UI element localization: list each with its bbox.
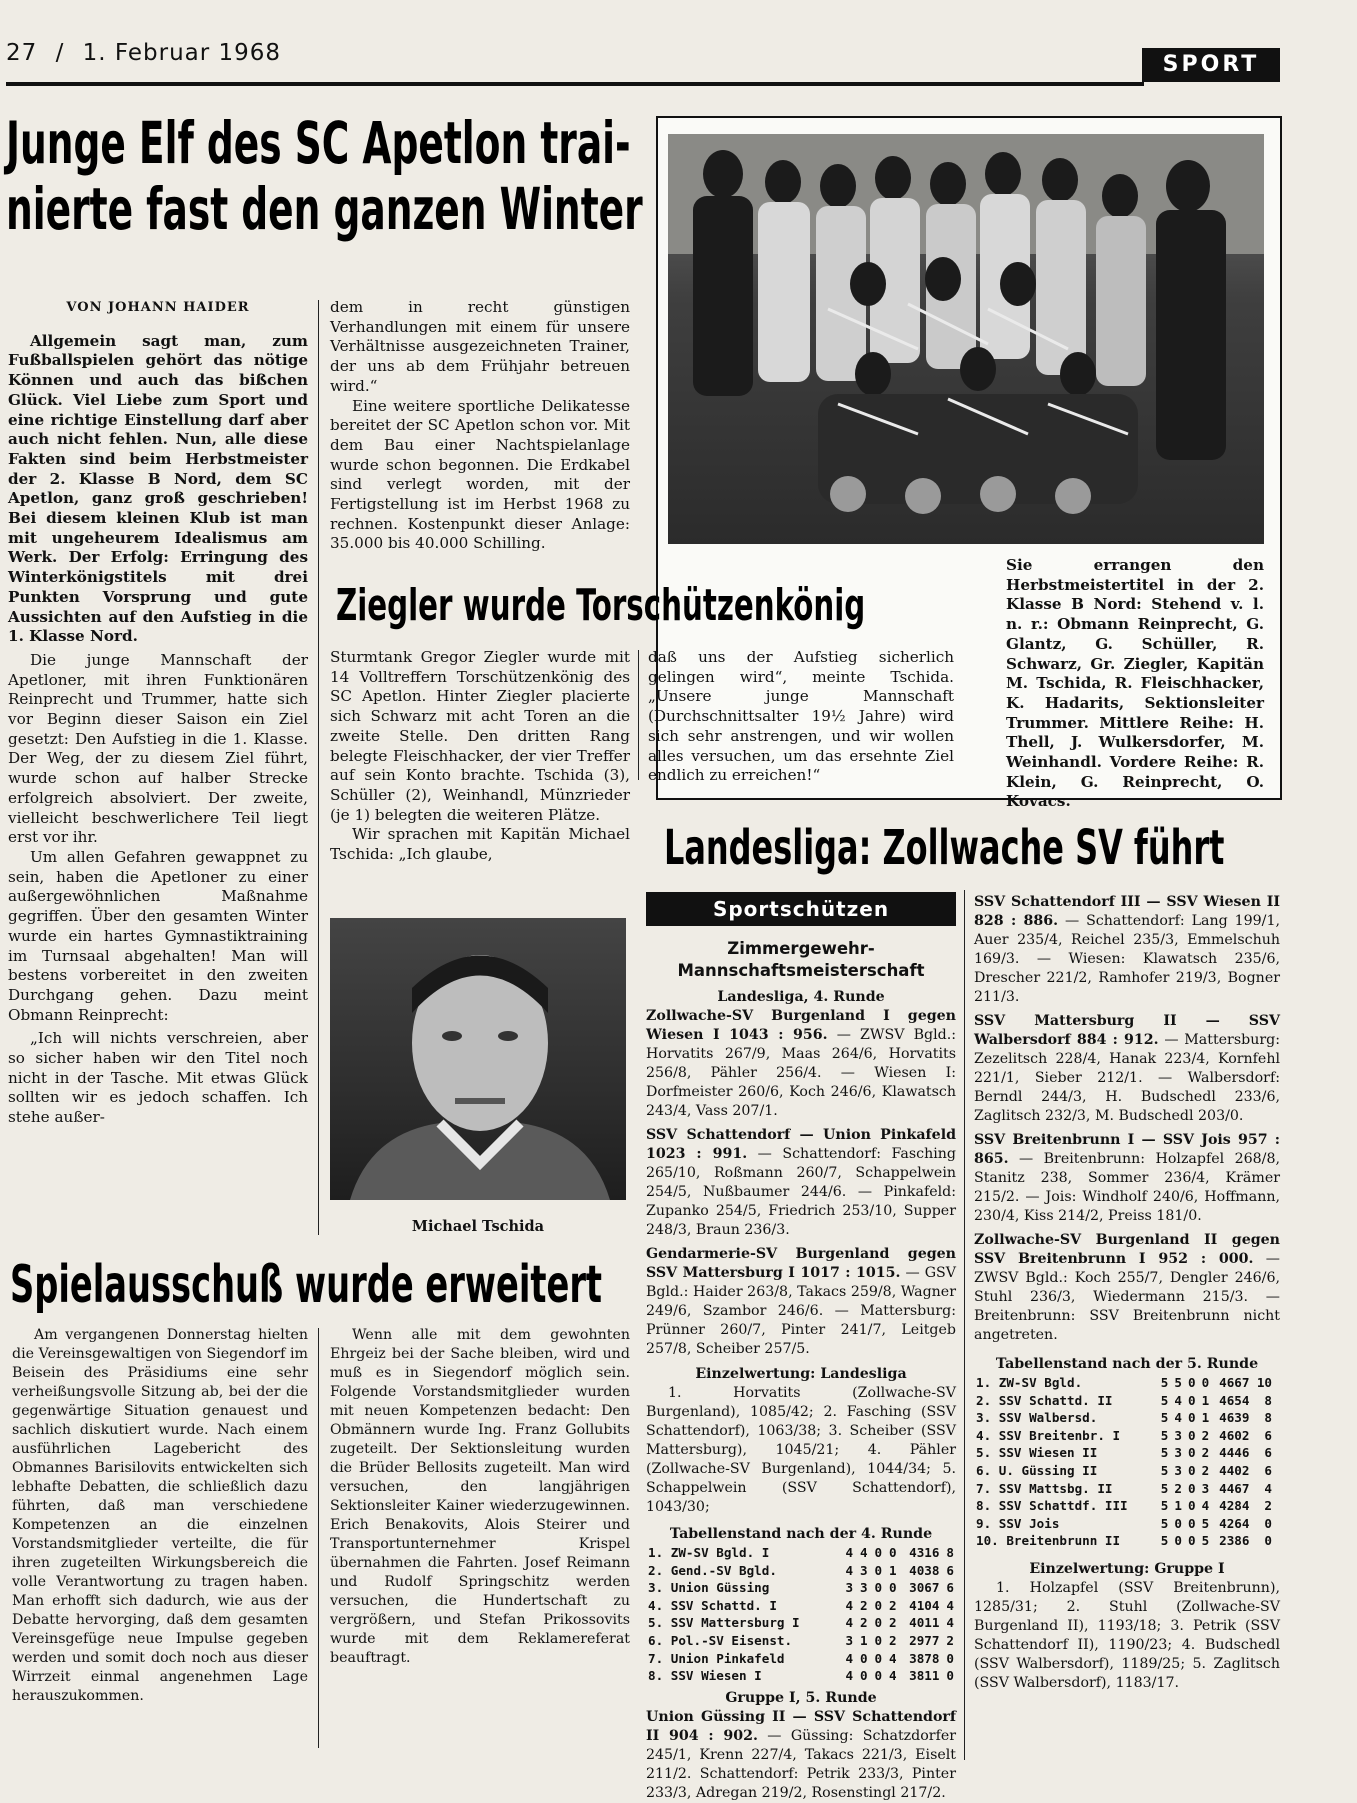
stat-cell: 4667 xyxy=(1219,1375,1250,1390)
stat-cell: 0 xyxy=(874,1580,883,1596)
table-row xyxy=(646,1562,956,1580)
stat-cell: 6 xyxy=(946,1580,954,1596)
stat-cell: 8 xyxy=(1264,1410,1272,1426)
page-number: 27 xyxy=(6,40,38,66)
stat-cell: 3 xyxy=(1201,1480,1210,1496)
table-row xyxy=(646,1597,956,1615)
stat-cell: 3 xyxy=(1174,1427,1182,1443)
stat-cell: 3 xyxy=(1174,1445,1182,1461)
stat-cell: 2 xyxy=(1201,1462,1210,1478)
stat-cell: 0 xyxy=(1264,1515,1272,1531)
stat-cell: 5 xyxy=(1160,1375,1169,1390)
stat-cell: 4 xyxy=(1201,1498,1210,1514)
stat-cell: 0 xyxy=(1187,1515,1196,1531)
table-row xyxy=(646,1632,956,1650)
standings-table-round5 xyxy=(974,1374,1274,1550)
stat-cell: 0 xyxy=(888,1545,897,1560)
header-rule xyxy=(6,82,1144,86)
stat-cell: 0 xyxy=(874,1650,883,1666)
team-cell: 1. ZW-SV Bgld. I xyxy=(648,1545,770,1560)
stat-cell: 3 xyxy=(845,1580,854,1596)
stat-cell: 5 xyxy=(1160,1498,1169,1514)
stat-cell: 0 xyxy=(874,1545,883,1560)
stat-cell: 6 xyxy=(1264,1445,1272,1461)
stat-cell: 6 xyxy=(946,1562,954,1578)
team-cell: 7. SSV Mattsbg. II xyxy=(976,1480,1113,1496)
stat-cell: 4402 xyxy=(1219,1462,1250,1478)
team-cell: 8. SSV Wiesen I xyxy=(648,1668,762,1684)
table-row xyxy=(646,1544,956,1562)
table-row xyxy=(646,1667,956,1685)
stat-cell: 3 xyxy=(859,1580,868,1596)
team-cell: 8. SSV Schattdf. III xyxy=(976,1498,1128,1514)
article4-column2: SSV Schattendorf III — SSV Wiesen II 828 : 886. — Schattendorf: Lang 199/1, Auer 235/4, Reichel 235/3, Emmelschuh 169/3. — Wiesen: Klawatsch 235/6, Drescher 221/2, Ramhofer 219/3, Bogner 211/3. SSV Mattersburg II — SSV Walbersdorf 884 : 912. — Mattersburg: Zezelitsch 228/4, Hanak 223/4, Kornfehl 221/1, Sieber 212/1. — Walbersdorf: Berndl 244/3, H. Budschedl 233/6, Zaglitsch 232/3, M. Budschedl 203/0. SSV Breitenbrunn I — SSV Jois 957 : 865. — Breitenbrunn: Holzapfel 268/8, Stanitz 238, Sommer 236/4, Krämer 215/2. — Jois: Windholf 240/6, Hoffmann, 230/4, Kiss 214/2, Preiss 181/0. Zollwache-SV Burgenland II gegen SSV Breitenbrunn I 952 : 000. — ZWSV Bgld.: Koch 255/7, Dengler 246/6, Stuhl 236/3, Wiedermann 215/3. — Breitenbrunn: SSV Breitenbrunn nicht angetreten. Tabellenstand nach der 5. Runde 1. ZW-SV Bgld. 5 5 0 0 4667 10 2. SSV Schattd. II 5 4 0 1 4654 8 3. SSV Walbersd. 5 4 0 1 4639 8 4. SSV Breitenbr. I 5 3 0 2 4602 6 5. SSV Wiesen II 5 3 0 2 4446 6 6. U. Güssing II 5 3 0 2 4402 6 7. SSV Mattsbg. II 5 2 0 3 4467 4 8. SSV Schattdf. III 5 1 0 4 4284 2 9. SSV Jois 5 0 0 5 4264 0 10. Breitenbrunn II 5 0 0 5 2386 0 Einzelwertung: Gruppe I 1. Holzapfel (SSV Breitenbrunn), 1285/31; 2. Stuhl (Zollwache-SV Burgenland II), 1193/18; 3. Petrik (SSV Schattendorf II), 1190/23; 4. Budschedl (SSV Walbersdorf), 1189/25; 5. Zaglitsch (SSV Walbersdorf), 1183/17. xyxy=(974,894,1280,1691)
byline: VON JOHANN HAIDER xyxy=(66,300,250,315)
stat-cell: 1 xyxy=(859,1632,868,1648)
stat-cell: 5 xyxy=(1160,1515,1169,1531)
stat-cell: 2 xyxy=(1201,1445,1210,1461)
stat-cell: 0 xyxy=(888,1580,897,1596)
stat-cell: 4 xyxy=(946,1597,954,1613)
column-rule xyxy=(964,890,965,1760)
stat-cell: 1 xyxy=(1174,1498,1182,1514)
stat-cell: 10 xyxy=(1256,1375,1272,1390)
stat-cell: 0 xyxy=(1174,1515,1182,1531)
team-cell: 10. Breitenbrunn II xyxy=(976,1533,1121,1549)
stat-cell: 2 xyxy=(1201,1427,1210,1443)
stat-cell: 5 xyxy=(1201,1533,1210,1549)
team-photo-figures xyxy=(668,134,1264,544)
article4-headline: Landesliga: Zollwache SV führt xyxy=(664,820,1225,876)
stat-cell: 4446 xyxy=(1219,1445,1250,1461)
stat-cell: 1 xyxy=(1201,1392,1210,1408)
stat-cell: 4654 xyxy=(1219,1392,1250,1408)
stat-cell: 4 xyxy=(845,1615,854,1631)
team-cell: 4. SSV Schattd. I xyxy=(648,1597,777,1613)
stat-cell: 5 xyxy=(1160,1462,1169,1478)
stat-cell: 0 xyxy=(946,1650,954,1666)
stat-cell: 4 xyxy=(888,1668,897,1684)
table-row xyxy=(646,1579,956,1597)
stat-cell: 0 xyxy=(874,1615,883,1631)
stat-cell: 2 xyxy=(1264,1498,1272,1514)
stat-cell: 2 xyxy=(888,1597,897,1613)
stat-cell: 4316 xyxy=(909,1545,940,1560)
portrait-caption: Michael Tschida xyxy=(411,1218,545,1235)
stat-cell: 4 xyxy=(845,1545,854,1560)
table-row xyxy=(974,1497,1274,1515)
section-label: SPORT xyxy=(1142,48,1280,82)
stat-cell: 5 xyxy=(1160,1533,1169,1549)
stat-cell: 4 xyxy=(1174,1392,1182,1408)
stat-cell: 5 xyxy=(1160,1410,1169,1426)
stat-cell: 4 xyxy=(845,1668,854,1684)
stat-cell: 4 xyxy=(946,1615,954,1631)
stat-cell: 8 xyxy=(946,1545,954,1560)
article1-lead: Allgemein sagt man, zum Fußballspielen gehört das nötige Können und auch das bißchen Glück. Viel Liebe zum Sport und eine richtige Einstellung darf aber auch nicht fehlen. Nun, alle diese Fakten sind beim Herbstmeister der 2. Klasse B Nord, dem SC Apetlon, ganz groß geschrieben! Bei diesem kleinen Klub ist man mit ungeheurem Idealismus am Werk. Der Erfolg: Erringung des Winterkönigstitels mit drei Punkten Vorsprung und gute Aussichten auf den Aufstieg in die 1. Klasse Nord. xyxy=(8,331,308,646)
article1-column1: VON JOHANN HAIDER Allgemein sagt man, zum Fußballspielen gehört das nötige Können und auch das bißchen Glück. Viel Liebe zum Sport und eine richtige Einstellung darf aber auch nicht fehlen. Nun, alle diese Fakten sind beim Herbstmeister der 2. Klasse B Nord, dem SC Apetlon, ganz groß geschrieben! Bei diesem kleinen Klub ist man mit ungeheurem Idealismus am Werk. Der Erfolg: Erringung des Winterkönigstitels mit drei Punkten Vorsprung und gute Aussichten auf den Aufstieg in die 1. Klasse Nord. Die junge Mannschaft der Apetloner, mit ihren Funktionären Reinprecht und Trummer, hatte sich vor Beginn dieser Saison ein Ziel gesetzt: Den Aufstieg in die 1. Klasse. Der Weg, der zu diesem Ziel führt, wurde schon auf halber Strecke erfolgreich absolviert. Der zweite, vielleicht beschwerlichere Teil liegt erst vor ihr. Um allen Gefahren gewappnet zu sein, haben die Apetloner zu einer außergewöhnlichen Maßnahme gegriffen. Über den gesamten Winter wurde ein hartes Gymnastiktraining im Turnsaal abgehalten! Man will bestens vorbereitet in den zweiten Durchgang gehen. Dazu meint Obmann Reinprecht: „Ich will nichts verschreien, aber so sicher haben wir den Titel noch nicht in der Tasche. Mit etwas Glück sollten wir es jedoch schaffen. Ich stehe außer- xyxy=(8,300,308,1127)
stat-cell: 4 xyxy=(845,1597,854,1613)
stat-cell: 4 xyxy=(888,1650,897,1666)
stat-cell: 4104 xyxy=(909,1597,940,1613)
team-cell: 3. SSV Walbersd. xyxy=(976,1410,1098,1426)
table-row xyxy=(974,1462,1274,1480)
stat-cell: 6 xyxy=(1264,1427,1272,1443)
stat-cell: 0 xyxy=(1187,1375,1196,1390)
stat-cell: 5 xyxy=(1160,1445,1169,1461)
article3-column1: Am vergangenen Donnerstag hielten die Vereinsgewaltigen von Siegendorf im Beisein des Präsidiums eine sehr verheißungsvolle Sitzung ab, bei der die gegenwärtige Situation genauest und sachlich diskutiert wurde. Nach einem ausführlichen Lagebericht des Obmannes Barisilovits entwickelten sich lebhafte Debatten, die schließlich dazu führten, daß man verschiedene Kompetenzen an die einzelnen Vorstandsmitglieder verteilte, die für ihren zugeteilten Wirkungsbereich die volle Verantwortung zu tragen haben. Man erhofft sich dadurch, wie aus der Debatte hervorging, daß dem gesamten Vereinsgefüge neue Impulse gegeben werden und somit doch noch aus dieser Wirrzeit einmal angenehmen Lage herauszukommen. xyxy=(12,1327,308,1704)
article4-column1: Sportschützen Zimmergewehr- Mannschaftsmeisterschaft Landesliga, 4. Runde Zollwache-SV Burgenland I gegen Wiesen I 1043 : 956. — ZWSV Bgld.: Horvatits 267/9, Maas 264/6, Horvatits 256/8, Pähler 256/4. — Wiesen I: Dorfmeister 260/6, Koch 246/6, Klawatsch 243/4, Vass 207/1. SSV Schattendorf — Union Pinkafeld 1023 : 991. — Schattendorf: Fasching 265/10, Roßmann 260/7, Schappelwein 254/5, Nußbaumer 244/6. — Pinkafeld: Zupanko 254/5, Friedrich 253/10, Supper 248/3, Braun 236/3. Gendarmerie-SV Burgenland gegen SSV Mattersburg I 1017 : 1015. — GSV Bgld.: Haider 263/8, Takacs 259/8, Wagner 249/6, Szambor 246/6. — Mattersburg: Prünner 260/7, Pinter 241/7, Leitgeb 257/8, Scheiber 257/5. Einzelwertung: Landesliga 1. Horvatits (Zollwache-SV Burgenland), 1085/42; 2. Fasching (SSV Schattendorf), 1063/38; 3. Scheiber (SSV Mattersburg), 1045/21; 4. Pähler (Zollwache-SV Burgenland), 1044/34; 5. Schappelwein (SSV Schattendorf), 1043/30; Tabellenstand nach der 4. Runde 1. ZW-SV Bgld. I 4 4 0 0 4316 8 2. Gend.-SV Bgld. 4 3 0 1 4038 6 3. Union Güssing 3 3 0 0 3067 6 4. SSV Schattd. I 4 2 0 2 4104 4 5. SSV Mattersburg I 4 2 0 2 4011 4 6. Pol.-SV Eisenst. 3 1 0 2 2977 2 7. Union Pinkafeld 4 0 0 4 3878 0 8. SSV Wiesen I 4 0 0 4 3811 0 Gruppe I, 5. Runde Union Güssing II — SSV Schattendorf II 904 : 902. — Güssing: Schatzdorfer 245/1, Krenn 227/4, Takacs 221/3, Eiselt 211/2. Schattendorf: Petrik 233/3, Pinter 233/3, Adregan 219/2, Rosenstingl 217/2. xyxy=(646,892,956,1803)
table-row xyxy=(974,1515,1274,1533)
stat-cell: 4038 xyxy=(909,1562,940,1578)
stat-cell: 4639 xyxy=(1219,1410,1250,1426)
stat-cell: 4264 xyxy=(1219,1515,1250,1531)
team-cell: 5. SSV Wiesen II xyxy=(976,1445,1098,1461)
team-cell: 7. Union Pinkafeld xyxy=(648,1650,785,1666)
stat-cell: 0 xyxy=(1187,1392,1196,1408)
stat-cell: 0 xyxy=(874,1597,883,1613)
stat-cell: 5 xyxy=(1160,1392,1169,1408)
table-row xyxy=(974,1444,1274,1462)
stat-cell: 2977 xyxy=(909,1632,940,1648)
stat-cell: 8 xyxy=(1264,1392,1272,1408)
table-row xyxy=(974,1409,1274,1427)
issue-date: 1. Februar 1968 xyxy=(82,40,282,66)
stat-cell: 3 xyxy=(1174,1462,1182,1478)
stat-cell: 0 xyxy=(1201,1375,1210,1390)
stat-cell: 0 xyxy=(874,1632,883,1648)
stat-cell: 6 xyxy=(1264,1462,1272,1478)
team-cell: 5. SSV Mattersburg I xyxy=(648,1615,800,1631)
table-row xyxy=(974,1427,1274,1445)
stat-cell: 0 xyxy=(1187,1462,1196,1478)
column-rule xyxy=(318,300,319,1235)
stat-cell: 4 xyxy=(845,1562,854,1578)
team-photo-caption: Sie errangen den Herbstmeistertitel in der 2. Klasse B Nord: Stehend v. l. n. r.: Obmann Reinprecht, G. Glantz, G. Schüller, R. Schwarz, Gr. Ziegler, Kapitän M. Tschida, R. Fleischhacker, K. Hadarits, Sektionsleiter Trummer. Mittlere Reihe: H. Thell, J. Wulkersdorfer, M. Weinhandl. Vordere Reihe: R. Klein, G. Reinprecht, O. Kovacs. xyxy=(1006,556,1264,811)
column-rule xyxy=(318,1328,319,1748)
stat-cell: 3878 xyxy=(909,1650,940,1666)
sportschuetzen-box: Sportschützen xyxy=(646,892,956,926)
team-cell: 9. SSV Jois xyxy=(976,1515,1060,1531)
team-photo xyxy=(668,134,1264,544)
team-cell: 6. U. Güssing II xyxy=(976,1462,1098,1478)
table-row xyxy=(974,1374,1274,1392)
article3-column2: Wenn alle mit dem gewohnten Ehrgeiz bei der Sache bleiben, wird und muß es in Siegendorf möglich sein. Folgende Vorstandsmitglieder wurden mit neuen Kompetenzen bedacht: Den Obmännern wurde Ing. Franz Gollubits zugeteilt. Der Sektionsleitung wurden die Brüder Bellosits zugeteilt. Man wird versuchen, den langjährigen Sektionsleiter Kainer wiederzugewinnen. Erich Benakovits, Alois Steirer und Transportunternehmer Krispel übernahmen die Fahrten. Josef Reimann und Rudolf Springschitz werden versuchen, die Hundertschaft zu vergrößern, und Stefan Prikossovits wurde mit dem Reklamereferat beauftragt. xyxy=(330,1327,630,1666)
team-cell: 2. Gend.-SV Bgld. xyxy=(648,1562,777,1578)
stat-cell: 2 xyxy=(1174,1480,1182,1496)
stat-cell: 4602 xyxy=(1219,1427,1250,1443)
stat-cell: 0 xyxy=(1187,1410,1196,1426)
stat-cell: 0 xyxy=(1187,1480,1196,1496)
page-header: 27 / 1. Februar 1968 xyxy=(6,40,282,66)
stat-cell: 4467 xyxy=(1219,1480,1250,1496)
column-rule xyxy=(638,650,639,780)
stat-cell: 2386 xyxy=(1219,1533,1250,1549)
stat-cell: 0 xyxy=(1187,1427,1196,1443)
stat-cell: 3811 xyxy=(909,1668,940,1684)
article1-column2: dem in recht günstigen Verhandlungen mit einem für unsere Verhältnisse ausgezeichneten Trainer, der uns ab dem Frühjahr betreuen wird.“ Eine weitere sportliche Delikatesse bereitet der SC Apetlon schon vor. Mit dem Bau einer Nachtspielanlage wurde schon begonnen. Die Erdkabel sind verlegt worden, mit der Fertigstellung ist im Herbst 1968 zu rechnen. Kostenpunkt dieser Anlage: 35.000 bis 40.000 Schilling. xyxy=(330,298,630,553)
stat-cell: 1 xyxy=(888,1562,897,1578)
team-cell: 2. SSV Schattd. II xyxy=(976,1392,1113,1408)
table-row xyxy=(974,1480,1274,1498)
team-cell: 4. SSV Breitenbr. I xyxy=(976,1427,1121,1443)
team-cell: 1. ZW-SV Bgld. xyxy=(976,1375,1083,1390)
stat-cell: 0 xyxy=(1187,1533,1196,1549)
stat-cell: 1 xyxy=(1201,1410,1210,1426)
stat-cell: 4 xyxy=(859,1545,868,1560)
stat-cell: 0 xyxy=(874,1668,883,1684)
standings-table-round4 xyxy=(646,1544,956,1685)
team-cell: 3. Union Güssing xyxy=(648,1580,770,1596)
stat-cell: 5 xyxy=(1160,1480,1169,1496)
portrait-figure xyxy=(330,918,626,1200)
stat-cell: 3 xyxy=(845,1632,854,1648)
stat-cell: 5 xyxy=(1174,1375,1182,1390)
article2-headline: Ziegler wurde Torschützenkönig xyxy=(336,580,866,631)
table-row xyxy=(974,1532,1274,1550)
article2-column1: Sturmtank Gregor Ziegler wurde mit 14 Volltreffern Torschützenkönig des SC Apetlon. Hinter Ziegler placierte sich Schwarz mit acht Toren an die zweite Stelle. Den dritten Rang belegte Fleischhacker, der vier Treffer auf sein Konto brachte. Tschida (3), Schüller (2), Weinhandl, Münzrieder (je 1) belegten die weiteren Plätze. Wir sprachen mit Kapitän Michael Tschida: „Ich glaube, xyxy=(330,648,630,864)
stat-cell: 4 xyxy=(1264,1480,1272,1496)
stat-cell: 2 xyxy=(888,1632,897,1648)
stat-cell: 0 xyxy=(1187,1498,1196,1514)
table-row xyxy=(646,1650,956,1668)
article1-headline: Junge Elf des SC Apetlon trai- nierte fast den ganzen Winter xyxy=(6,109,643,243)
team-cell: 6. Pol.-SV Eisenst. xyxy=(648,1632,793,1648)
stat-cell: 2 xyxy=(888,1615,897,1631)
stat-cell: 0 xyxy=(946,1668,954,1684)
stat-cell: 2 xyxy=(859,1597,868,1613)
stat-cell: 5 xyxy=(1201,1515,1210,1531)
stat-cell: 4011 xyxy=(909,1615,940,1631)
stat-cell: 3 xyxy=(859,1562,868,1578)
portrait-photo xyxy=(330,918,626,1200)
stat-cell: 4284 xyxy=(1219,1498,1250,1514)
stat-cell: 2 xyxy=(946,1632,954,1648)
stat-cell: 3067 xyxy=(909,1580,940,1596)
stat-cell: 0 xyxy=(1264,1533,1272,1549)
stat-cell: 0 xyxy=(874,1562,883,1578)
stat-cell: 5 xyxy=(1160,1427,1169,1443)
stat-cell: 0 xyxy=(859,1668,868,1684)
article2-column2: daß uns der Aufstieg sicherlich gelingen wird“, meinte Tschida. „Unsere junge Mannschaft (Durchschnittsalter 19½ Jahre) wird sich sehr anstrengen, und wir wollen alles versuchen, um das ersehnte Ziel endlich zu erreichen!“ xyxy=(648,648,954,785)
stat-cell: 4 xyxy=(1174,1410,1182,1426)
stat-cell: 2 xyxy=(859,1615,868,1631)
table-row xyxy=(646,1614,956,1632)
table-row xyxy=(974,1392,1274,1410)
stat-cell: 0 xyxy=(859,1650,868,1666)
article3-headline: Spielausschuß wurde erweitert xyxy=(10,1255,603,1315)
stat-cell: 4 xyxy=(845,1650,854,1666)
stat-cell: 0 xyxy=(1174,1533,1182,1549)
stat-cell: 0 xyxy=(1187,1445,1196,1461)
